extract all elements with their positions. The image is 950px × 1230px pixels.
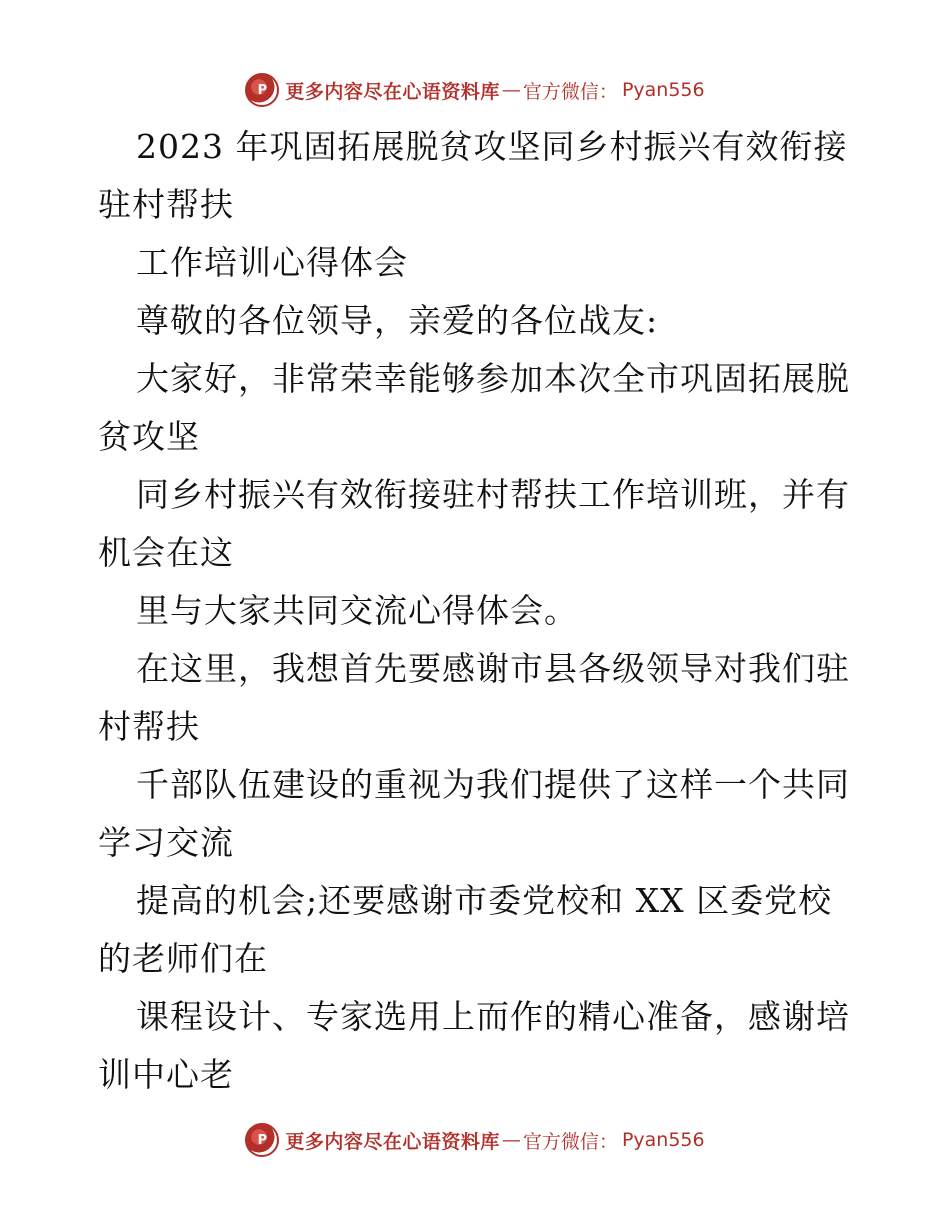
banner-contact-label: 官方微信： — [522, 1130, 618, 1153]
text-line: 千部队伍建设的重视为我们提供了这样一个共同 — [136, 765, 850, 804]
banner-wechat-id: Pyan556 — [621, 79, 705, 101]
banner-separator: — — [501, 79, 521, 101]
banner-contact-label: 官方微信： — [522, 80, 618, 103]
text-line: 贫攻坚 — [98, 417, 200, 456]
text-line: 在这里，我想首先要感谢市县各级领导对我们驻 — [136, 649, 850, 688]
text-line: 训中心老 — [98, 1055, 234, 1094]
text-line: 大家好，非常荣幸能够参加本次全市巩固拓展脱 — [136, 359, 850, 398]
header-watermark-banner — [0, 70, 950, 110]
text-line: 提高的机会;还要感谢市委党校和 XX 区委党校 — [136, 881, 833, 920]
text-line: 机会在这 — [98, 533, 234, 572]
text-line: 的老师们在 — [98, 939, 268, 978]
text-line: 课程设计、专家选用上而作的精心准备，感谢培 — [136, 997, 850, 1036]
footer-watermark-banner — [0, 1120, 950, 1160]
document-body — [98, 118, 858, 1104]
banner-wechat-id: Pyan556 — [621, 1129, 705, 1151]
text-line: 2023 年巩固拓展脱贫攻坚同乡村振兴有效衔接 — [136, 127, 848, 166]
text-line: 工作培训心得体会 — [136, 243, 408, 282]
banner-separator: — — [501, 1129, 521, 1151]
text-line: 学习交流 — [98, 823, 234, 862]
text-line: 驻村帮扶 — [98, 185, 234, 224]
banner-site-text: 更多内容尽在心语资料库 — [285, 1130, 500, 1153]
text-line: 里与大家共同交流心得体会。 — [136, 591, 578, 630]
banner-site-text: 更多内容尽在心语资料库 — [285, 80, 500, 103]
text-line: 同乡村振兴有效衔接驻村帮扶工作培训班，并有 — [136, 475, 850, 514]
text-line: 尊敬的各位领导，亲爱的各位战友: — [136, 301, 659, 340]
site-logo-icon: P — [245, 1123, 279, 1157]
site-logo-icon: P — [245, 73, 279, 107]
text-line: 村帮扶 — [98, 707, 200, 746]
